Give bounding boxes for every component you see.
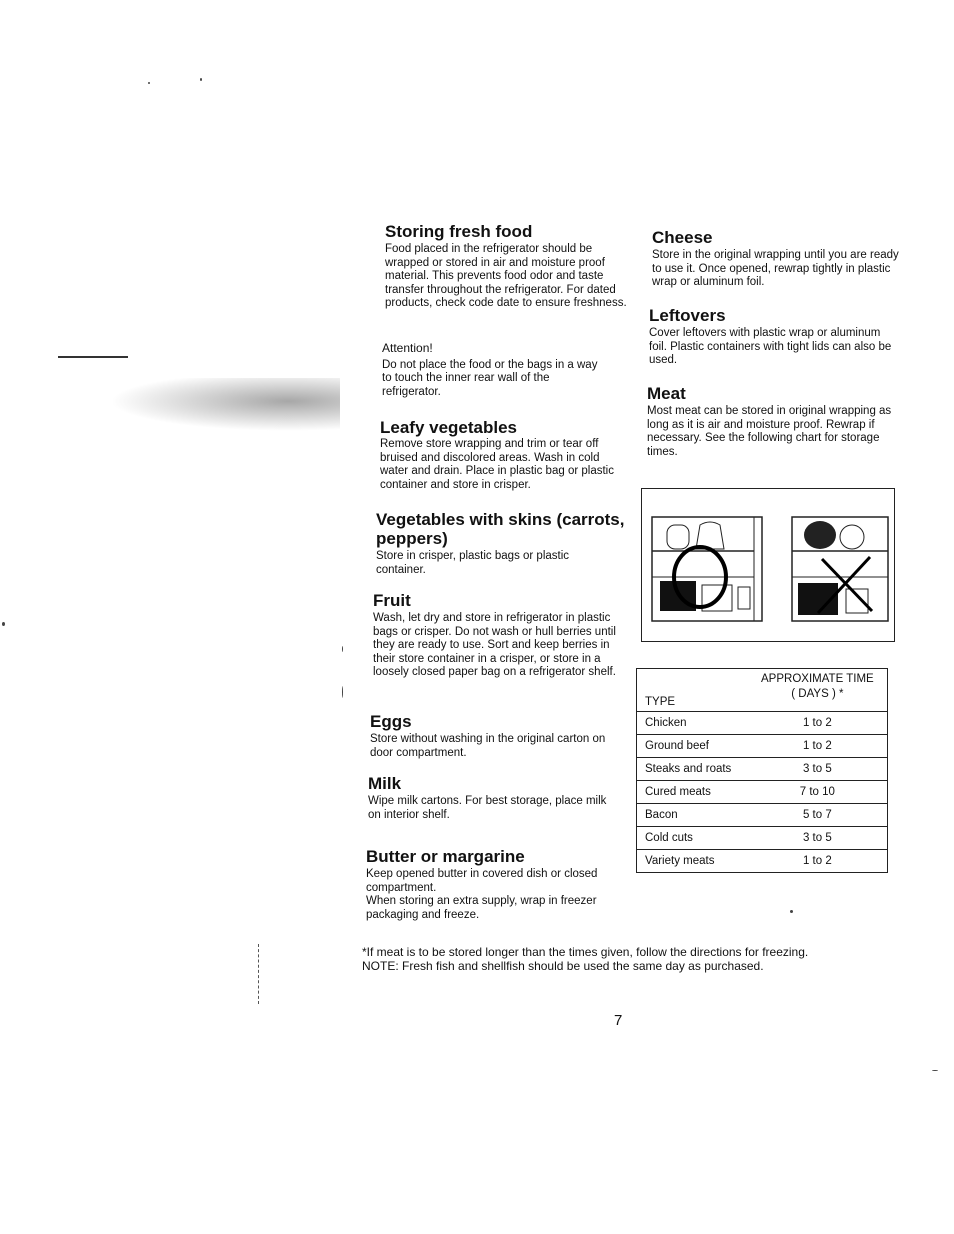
section-eggs	[370, 712, 622, 760]
row-type: Steaks and roats	[637, 758, 748, 781]
row-type: Cold cuts	[637, 827, 748, 850]
skins-body: Store in crisper, plastic bags or plastic container.	[376, 550, 570, 576]
scan-speck	[2, 622, 5, 626]
row-days: 7 to 10	[748, 781, 888, 804]
footnote-line2: Fresh fish and shellfish should be used the same day as purchased.	[402, 958, 764, 973]
row-days: 1 to 2	[748, 712, 888, 735]
table-row	[637, 735, 888, 758]
refrigerator-incorrect-placement-icon	[792, 517, 888, 621]
milk-body: Wipe milk cartons. For best storage, place milk on interior shelf.	[368, 795, 607, 821]
refrigerator-correct-placement-icon	[652, 517, 762, 621]
row-type: Variety meats	[637, 850, 748, 873]
fruit-body: Wash, let dry and store in refrigerator in plastic bags or crisper. Do not wash or hull berries until they are ready to use. Sort and keep berries in their store container in a crisper, or store in a loosely closed paper bag on a refrigerator shelf.	[373, 612, 616, 678]
scan-speck	[148, 82, 150, 84]
attention-body: Do not place the food or the bags in a way to touch the inner rear wall of the refrigerator.	[382, 358, 598, 398]
table-row	[637, 712, 888, 735]
heading-butter: Butter or margarine	[366, 847, 525, 866]
butter-body-1: Keep opened butter in covered dish or closed compartment.	[366, 868, 598, 894]
table-row	[637, 781, 888, 804]
cheese-body: Store in the original wrapping until you are ready to use it. Once opened, rewrap tightly in plastic wrap or aluminum foil.	[652, 249, 899, 288]
section-vegetables-with-skins	[376, 510, 630, 577]
scan-speck	[342, 686, 343, 698]
row-type: Cured meats	[637, 781, 748, 804]
scan-speck	[932, 1070, 938, 1071]
section-attention	[382, 342, 602, 399]
note-label: NOTE:	[362, 958, 399, 973]
storage-illustration	[641, 488, 895, 642]
header-time-line1: APPROXIMATE TIME	[761, 673, 874, 685]
heading-cheese: Cheese	[652, 228, 713, 247]
refrigerator-placement-svg	[642, 489, 894, 641]
table-row	[637, 758, 888, 781]
table-header-row	[637, 669, 888, 712]
row-days: 1 to 2	[748, 850, 888, 873]
scan-artifact-smudge	[80, 378, 340, 436]
header-type: TYPE	[637, 669, 748, 712]
storing-body: Food placed in the refrigerator should be wrapped or stored in air and moisture proof material. This prevents food odor and taste transfer throughout the refrigerator. For dated products, check code date to ensure freshness.	[385, 243, 627, 309]
row-type: Chicken	[637, 712, 748, 735]
table-row	[637, 850, 888, 873]
eggs-body: Store without washing in the original carton on door compartment.	[370, 733, 606, 759]
attention-label: Attention!	[382, 341, 433, 355]
footnote-line1: *If meat is to be stored longer than the times given, follow the directions for freezing.	[362, 945, 809, 959]
heading-meat: Meat	[647, 384, 686, 403]
butter-body-2: When storing an extra supply, wrap in freezer packaging and freeze.	[366, 895, 597, 921]
section-butter	[366, 847, 616, 922]
footnote-line2-wrap	[362, 960, 832, 974]
scan-speck	[790, 910, 793, 913]
heading-vegetables-with-skins: Vegetables with skins (carrots, peppers)	[376, 510, 625, 548]
heading-fruit: Fruit	[373, 591, 411, 610]
meat-storage-table	[636, 668, 888, 873]
page-number: 7	[614, 1012, 623, 1029]
scan-artifact-line	[258, 944, 260, 1004]
table-row	[637, 804, 888, 827]
heading-milk: Milk	[368, 774, 402, 793]
section-leafy-vegetables	[380, 418, 630, 492]
heading-leftovers: Leftovers	[649, 306, 726, 325]
row-type: Bacon	[637, 804, 748, 827]
leafy-body: Remove store wrapping and trim or tear off bruised and discolored areas. Wash in cold water and drain. Place in plastic bag or plastic container and store in crisper.	[380, 438, 614, 491]
footnote	[362, 946, 832, 973]
scan-artifact-line	[58, 356, 128, 358]
row-days: 1 to 2	[748, 735, 888, 758]
scan-speck	[200, 78, 202, 81]
section-fruit	[373, 591, 623, 680]
section-leftovers	[649, 306, 901, 368]
header-time-line2: ( DAYS ) *	[791, 688, 844, 700]
heading-storing-fresh-food: Storing fresh food	[385, 222, 533, 241]
section-storing-fresh-food	[385, 222, 635, 311]
section-meat	[647, 384, 899, 459]
header-approximate-time	[748, 669, 888, 712]
row-days: 3 to 5	[748, 827, 888, 850]
row-type: Ground beef	[637, 735, 748, 758]
meat-body: Most meat can be stored in original wrapping as long as it is air and moisture proof. Rewrap if necessary. See the following chart for storage times.	[647, 405, 892, 458]
scan-speck	[342, 646, 343, 652]
section-cheese	[652, 228, 904, 290]
leftovers-body: Cover leftovers with plastic wrap or aluminum foil. Plastic containers with tight lids can also be used.	[649, 327, 892, 366]
row-days: 3 to 5	[748, 758, 888, 781]
table-row	[637, 827, 888, 850]
heading-eggs: Eggs	[370, 712, 412, 731]
section-milk	[368, 774, 608, 822]
heading-leafy-vegetables: Leafy vegetables	[380, 418, 518, 437]
row-days: 5 to 7	[748, 804, 888, 827]
